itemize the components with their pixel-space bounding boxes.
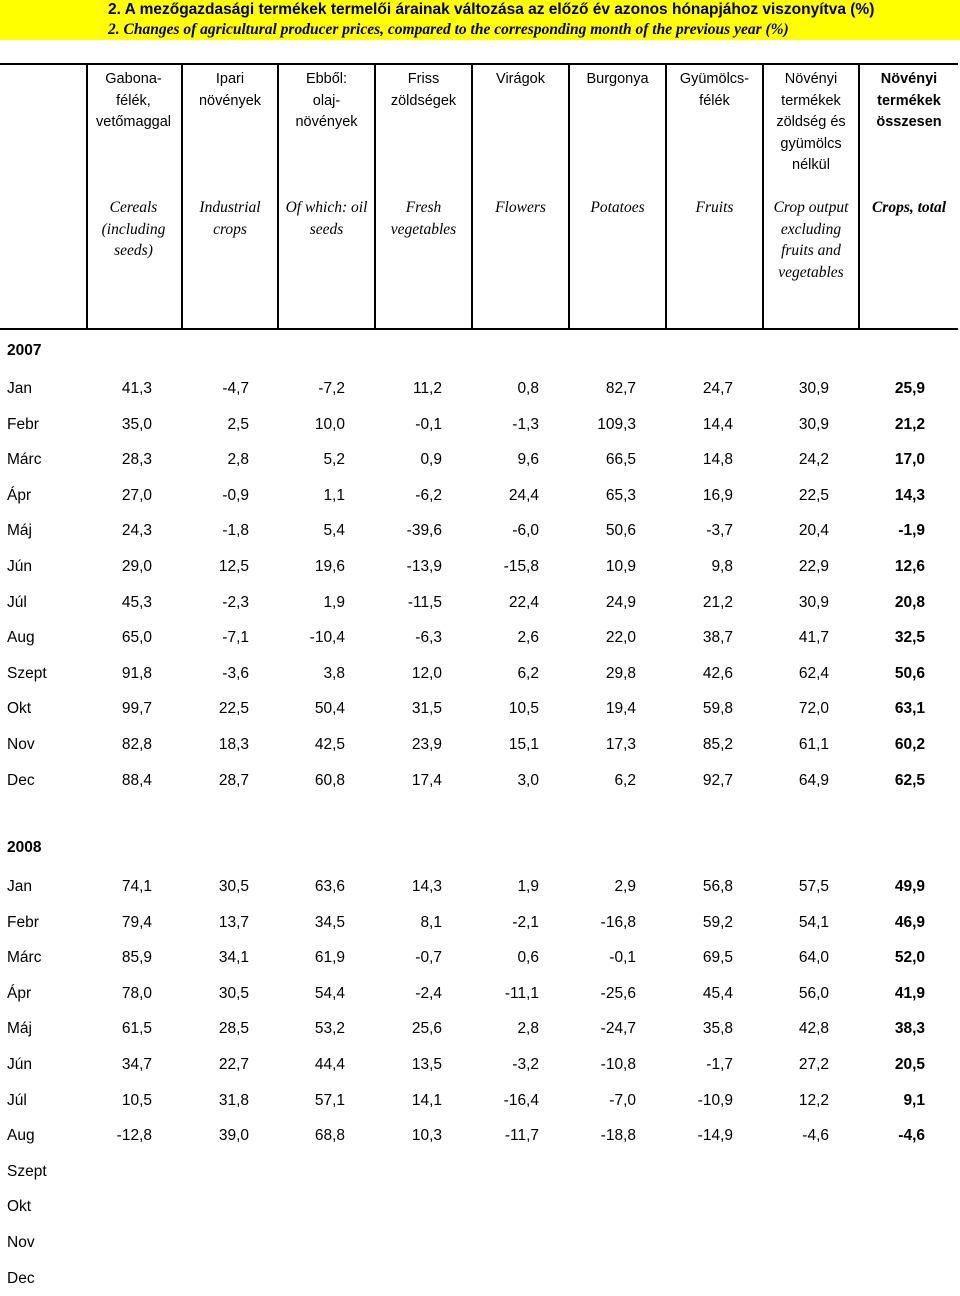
table-cell: 34,7 [121,1056,152,1073]
table-cell: 28,5 [218,1020,249,1038]
table-cell: 78,0 [121,984,152,1002]
column-header-hungarian [667,69,762,112]
table-cell: 27,2 [798,1056,829,1073]
table-row [0,691,960,727]
table-cell: 24,2 [798,451,829,469]
table-cell: 42,6 [702,664,733,682]
table-cell: -0,1 [415,415,442,433]
column-header [183,63,277,328]
column-header-hungarian-line: Ipari [215,71,245,87]
table-cell: 65,0 [121,629,152,647]
table-cell: -10,4 [309,629,345,647]
month-label: Dec [7,771,35,789]
table-cell: 10,5 [121,1091,152,1109]
table-cell: 1,9 [517,878,539,895]
table-cell: 2,5 [227,415,249,433]
table-cell: -7,2 [318,380,345,397]
table-cell: 22,9 [798,558,829,575]
column-header-english-line: fruits and [781,242,841,259]
table-cell: 15,1 [508,736,539,753]
column-header [376,63,471,328]
table-cell: -0,9 [222,486,249,504]
column-header-english-line: vegetables [778,263,844,281]
table-cell: -3,7 [706,522,733,540]
table-cell: 35,0 [121,415,152,433]
table-cell: 14,8 [702,451,733,469]
table-cell: 22,4 [508,593,539,611]
table-cell: 12,0 [411,664,442,682]
table-cell: -10,8 [600,1056,636,1073]
table-cell: 57,1 [314,1091,345,1109]
table-cell: 50,6 [605,522,636,540]
column-header-hungarian-line: termékek [781,92,841,109]
column-header-hungarian-line: olaj- [312,92,341,109]
table-cell: 35,8 [702,1020,733,1038]
table-cell: -25,6 [600,984,636,1002]
table-cell: 66,5 [605,451,636,469]
table-cell: 63,1 [894,700,925,718]
column-header-hungarian-line: Friss [407,71,440,87]
table-row [0,656,960,692]
table-cell: -16,4 [503,1091,539,1109]
table-cell: 34,5 [314,913,345,931]
table-cell: -3,6 [222,664,249,682]
table-cell: 17,4 [411,771,442,789]
table-cell: -10,9 [697,1091,733,1109]
table-cell: 41,7 [798,629,829,647]
column-header-hungarian-line: termékek [877,92,941,109]
column-header-english-line: Fruits [695,199,734,216]
table-cell: 14,3 [894,486,925,504]
table-cell: 5,4 [323,522,345,540]
data-table-body [0,330,960,1287]
table-cell: -15,8 [503,558,539,575]
table-row [0,442,960,478]
month-label: Febr [7,415,39,433]
column-header-english-line: (including [101,220,166,238]
table-cell: 22,5 [798,486,829,504]
table-row [0,549,960,585]
title-english: 2. Changes of agricultural producer prices, compared to the corresponding month of the previous year (%) [0,20,960,40]
table-cell: 60,2 [894,736,925,753]
table-cell: 82,7 [605,380,636,397]
table-row [0,407,960,443]
month-label: Júl [7,593,27,611]
column-header-hungarian-line: Gyümölcs- [679,71,750,87]
column-header-english-line: crops [213,220,247,238]
column-header-hungarian-line: félék, [116,92,151,109]
table-cell: 85,9 [121,949,152,967]
table-cell: 14,3 [411,878,442,895]
table-cell: -6,3 [415,629,442,647]
table-row [0,1225,960,1261]
table-cell: 2,8 [227,451,249,469]
column-header-hungarian-line: vetőmaggal [96,114,171,130]
table-cell: 59,2 [702,913,733,931]
table-row [0,763,960,799]
table-cell: 12,6 [894,558,925,575]
column-header [279,63,374,328]
column-header-english-line: Flowers [495,199,546,216]
table-row [0,478,960,514]
month-label: Márc [7,451,42,469]
table-cell: 20,8 [894,593,925,611]
table-cell: 64,0 [798,949,829,967]
month-label: Ápr [7,984,32,1002]
table-cell: 65,3 [605,486,636,504]
table-cell: 56,8 [702,878,733,895]
month-label: Nov [7,1234,35,1251]
column-header-english [279,197,374,240]
table-cell: 21,2 [702,593,733,611]
table-cell: 2,8 [517,1020,539,1038]
table-cell: 20,4 [798,522,829,540]
month-label: Jan [7,878,32,895]
table-cell: -4,6 [802,1127,829,1145]
year-label: 2007 [7,342,42,359]
table-cell: 13,5 [411,1056,442,1073]
table-cell: 30,9 [798,593,829,611]
column-header-english [86,197,181,262]
table-row [0,869,960,905]
table-cell: 99,7 [121,700,152,718]
table-cell: 68,8 [314,1127,345,1145]
table-cell: 56,0 [798,984,829,1002]
column-header-hungarian-line: Virágok [496,71,545,87]
table-cell: 19,4 [605,700,636,718]
table-cell: 29,8 [605,664,636,682]
table-cell: 61,5 [121,1020,152,1038]
table-cell: 72,0 [798,700,829,718]
table-cell: -1,8 [222,522,249,540]
table-cell: 60,8 [314,771,345,789]
table-cell: 19,6 [314,558,345,575]
table-row [0,976,960,1012]
table-cell: 21,2 [894,415,925,433]
column-header-english-line: Industrial [199,199,261,216]
table-cell: -0,1 [609,949,636,967]
table-row [0,905,960,941]
table-cell: 10,5 [508,700,539,718]
column-header-english [860,197,958,219]
table-cell: 27,0 [121,486,152,504]
table-cell: 53,2 [314,1020,345,1038]
table-cell: -4,7 [222,380,249,397]
table-cell: 62,5 [894,771,925,789]
table-row [0,371,960,407]
table-cell: 30,9 [798,415,829,433]
column-header-english-line: Of which: oil [285,199,368,216]
column-header-hungarian [183,69,277,112]
column-header-hungarian-line: Burgonya [586,71,649,87]
column-header-hungarian-line: gyümölcs [780,135,842,152]
table-row [0,1011,960,1047]
table-cell: 29,0 [121,558,152,575]
table-cell: 10,3 [411,1127,442,1145]
table-row [0,1047,960,1083]
table-cell: -2,4 [415,984,442,1002]
column-header-english [764,197,858,283]
table-cell: 85,2 [702,736,733,753]
table-cell: 39,0 [218,1127,249,1145]
table-cell: -14,9 [697,1127,733,1145]
table-cell: -11,7 [504,1127,539,1145]
column-header-hungarian-line: növények [198,92,262,109]
column-header-hungarian-line: Növényi [880,71,938,87]
table-cell: 13,7 [218,913,249,931]
table-cell: 5,2 [323,451,345,469]
table-cell: 30,9 [798,380,829,397]
table-cell: 23,9 [411,736,442,753]
table-cell: -7,0 [609,1091,636,1109]
column-header-english-line: Cereals [109,199,158,216]
table-cell: -24,7 [600,1020,636,1038]
table-cell: -12,8 [116,1127,152,1145]
month-label: Aug [7,1127,35,1145]
column-header-hungarian-line: Növényi [784,71,838,87]
table-cell: 61,9 [314,949,345,967]
table-cell: -4,6 [898,1127,925,1145]
table-cell: 91,8 [121,664,152,682]
table-cell: 57,5 [798,878,829,895]
month-label: Jan [7,380,32,397]
month-label: Febr [7,913,39,931]
table-cell: 25,6 [411,1020,442,1038]
column-header-english-line: seeds) [114,242,153,259]
column-header [764,63,858,328]
column-header-english [473,197,568,219]
table-cell: -7,1 [222,629,249,647]
table-cell: 41,9 [894,984,925,1002]
column-header [667,63,762,328]
table-cell: 3,0 [517,771,539,789]
column-header-hungarian [473,69,568,91]
table-cell: 24,4 [508,486,539,504]
year-label: 2008 [7,839,42,856]
table-cell: 24,3 [121,522,152,540]
table-cell: 109,3 [597,415,636,433]
table-cell: -6,0 [512,522,539,540]
title-hungarian: 2. A mezőgazdasági termékek termelői árainak változása az előző év azonos hónapjához viszonyítva (%) [0,0,960,20]
table-cell: 49,9 [894,878,925,895]
column-header [860,63,958,328]
table-cell: 17,3 [605,736,636,753]
column-header-english-line: seeds [309,220,344,238]
table-cell: 38,7 [702,629,733,647]
table-cell: 50,6 [894,664,925,682]
table-cell: -1,7 [706,1056,733,1073]
table-cell: 17,0 [894,451,925,469]
table-cell: 6,2 [614,771,636,789]
table-cell: 46,9 [894,913,925,931]
table-cell: 16,9 [702,486,733,504]
column-header-hungarian [860,69,958,134]
table-cell: 79,4 [121,913,152,931]
column-header-english [376,197,471,240]
table-cell: 22,7 [218,1056,249,1073]
table-cell: 22,5 [218,700,249,718]
column-header-hungarian [764,69,858,177]
table-cell: 2,9 [614,878,636,895]
column-header-hungarian [570,69,665,91]
column-header-english [183,197,277,240]
table-cell: 22,0 [605,629,636,647]
table-row [0,1154,960,1190]
table-cell: 34,1 [218,949,249,967]
table-cell: 9,6 [517,451,539,469]
month-label: Jún [7,558,32,575]
column-header [473,63,568,328]
table-cell: 38,3 [894,1020,925,1038]
table-cell: 0,9 [420,451,442,469]
table-cell: 6,2 [517,664,539,682]
table-cell: -0,7 [415,949,442,967]
table-cell: 45,4 [702,984,733,1002]
table-cell: 88,4 [121,771,152,789]
column-header-hungarian-line: zöldségek [390,92,457,109]
month-label: Máj [7,522,32,540]
column-header-english-line: Crops, total [871,199,947,216]
month-label: Nov [7,736,35,753]
table-cell: 32,5 [894,629,925,647]
table-cell: 10,0 [314,415,345,433]
table-row [0,620,960,656]
table-cell: 18,3 [218,736,249,753]
column-header-hungarian-line: nélkül [792,157,830,173]
column-header-hungarian-line: összesen [876,114,942,130]
month-label: Dec [7,1269,35,1287]
table-cell: 54,1 [798,913,829,931]
table-cell: 14,4 [702,415,733,433]
table-cell: 50,4 [314,700,345,718]
table-cell: 62,4 [798,664,829,682]
table-cell: -2,3 [222,593,249,611]
table-cell: 42,5 [314,736,345,753]
table-cell: 3,8 [323,664,345,682]
table-cell: 20,5 [894,1056,925,1073]
column-header-english-line: Potatoes [590,199,645,216]
column-header-hungarian-line: Gabona- [105,71,162,87]
table-cell: 28,3 [121,451,152,469]
column-header-hungarian-line: zöldség és [776,114,846,130]
table-cell: 8,1 [420,913,442,931]
table-cell: 1,9 [323,593,345,611]
column-header-hungarian-line: félék [699,92,730,109]
month-label: Szept [7,664,47,682]
month-label: Szept [7,1162,47,1180]
table-cell: 64,9 [798,771,829,789]
month-label: Júl [7,1091,27,1109]
table-cell: 28,7 [218,771,249,789]
table-cell: 61,1 [798,736,829,753]
column-header-english-line: excluding [780,220,842,238]
table-cell: -18,8 [600,1127,636,1145]
table-cell: -1,3 [512,415,539,433]
table-cell: -11,1 [504,984,539,1002]
table-cell: -16,8 [600,913,636,931]
table-cell: 12,2 [798,1091,829,1109]
table-cell: 59,8 [702,700,733,718]
table-cell: 9,8 [711,558,733,575]
table-cell: 0,8 [517,380,539,397]
month-label: Jún [7,1056,32,1073]
table-cell: 25,9 [894,380,925,397]
table-cell: 12,5 [218,558,249,575]
month-label: Máj [7,1020,32,1038]
month-label: Ápr [7,486,32,504]
table-cell: 31,8 [218,1091,249,1109]
table-cell: 2,6 [517,629,539,647]
column-header-hungarian [376,69,471,112]
column-header-hungarian [86,69,181,134]
table-row [0,1083,960,1119]
table-cell: 44,4 [314,1056,345,1073]
table-cell: 14,1 [411,1091,442,1109]
table-cell: 42,8 [798,1020,829,1038]
table-cell: 54,4 [314,984,345,1002]
table-cell: 0,6 [517,949,539,967]
table-cell: -1,9 [898,522,925,540]
table-cell: 74,1 [121,878,152,895]
table-cell: 24,7 [702,380,733,397]
table-cell: 11,2 [412,380,442,397]
table-cell: 63,6 [314,878,345,895]
table-cell: 52,0 [894,949,925,967]
column-header-english-line: Fresh [405,199,442,216]
table-row [0,585,960,621]
month-label: Aug [7,629,35,647]
month-label: Okt [7,1198,32,1216]
column-header-english [667,197,762,219]
table-cell: -3,2 [512,1056,539,1073]
table-cell: 1,1 [323,486,345,504]
table-cell: 10,9 [605,558,636,575]
column-header-hungarian [279,69,374,134]
column-header-english [570,197,665,219]
table-cell: 31,5 [411,700,442,718]
table-cell: -11,5 [407,593,442,611]
month-label: Márc [7,949,42,967]
table-row [0,1118,960,1154]
table-cell: 30,5 [218,984,249,1002]
table-cell: -6,2 [415,486,442,504]
table-cell: 24,9 [605,593,636,611]
table-cell: 69,5 [702,949,733,967]
table-cell: 45,3 [121,593,152,611]
column-header-hungarian-line: Ebből: [305,71,348,87]
column-header [86,63,181,328]
column-header-hungarian-line: növények [295,114,358,130]
table-row [0,727,960,763]
table-cell: 41,3 [121,380,152,397]
column-header-english-line: Crop output [773,199,849,216]
table-row [0,940,960,976]
table-cell: -13,9 [406,558,442,575]
column-header-english-line: vegetables [390,220,457,238]
table-cell: -39,6 [406,522,442,540]
table-cell: 92,7 [702,771,733,789]
table-cell: 9,1 [903,1091,925,1109]
table-cell: 82,8 [121,736,152,753]
column-header [570,63,665,328]
table-row [0,1189,960,1225]
table-cell: -2,1 [512,913,539,931]
table-row [0,513,960,549]
table-cell: 30,5 [218,878,249,895]
month-label: Okt [7,700,32,718]
table-row [0,1261,960,1296]
